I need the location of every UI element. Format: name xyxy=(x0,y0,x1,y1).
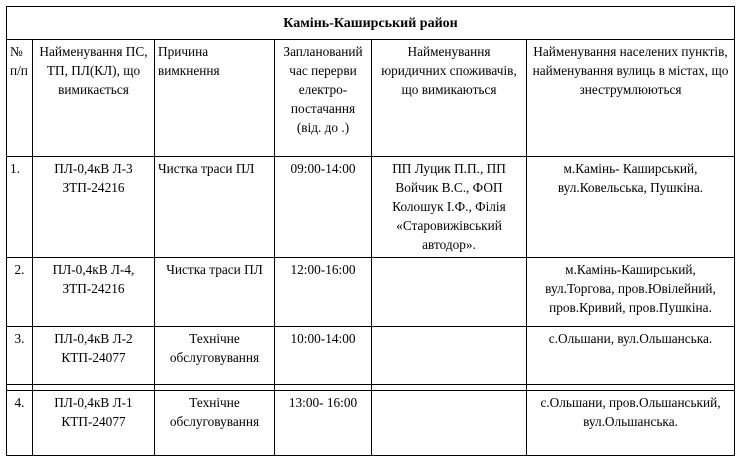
row-number: 2. xyxy=(7,257,33,326)
row-reason: Технічне обслуговування xyxy=(155,391,275,456)
table-row xyxy=(7,257,735,326)
row-consumers xyxy=(372,326,527,385)
header-consumers: Найменування юридичних споживачів, що вимикаються xyxy=(372,40,527,156)
header-locations: Найменування населених пунктів, найменування вулиць в містах, що знеструмлюються xyxy=(527,40,735,156)
table-row xyxy=(7,326,735,385)
row-object: ПЛ-0,4кВ Л-3 ЗТП-24216 xyxy=(33,156,155,257)
row-locations: м.Камінь-Каширський, вул.Торгова, пров.Ювілейний, пров.Кривий, пров.Пушкіна. xyxy=(527,257,735,326)
header-object: Найменування ПС, ТП, ПЛ(КЛ), що вимикається xyxy=(33,40,155,156)
row-time: 10:00-14:00 xyxy=(275,326,372,385)
row-consumers: ПП Луцик П.П., ПП Войчик В.С., ФОП Колошук І.Ф., Філія «Старовижівський автодор». xyxy=(372,156,527,257)
header-row xyxy=(7,40,735,156)
row-consumers xyxy=(372,257,527,326)
row-locations: м.Камінь- Каширський, вул.Ковельська, Пушкіна. xyxy=(527,156,735,257)
row-time: 12:00-16:00 xyxy=(275,257,372,326)
header-time: Запланований час перерви електро-постачання (від. до .) xyxy=(275,40,372,156)
row-number: 4. xyxy=(7,391,33,456)
row-object: ПЛ-0,4кВ Л-1 КТП-24077 xyxy=(33,391,155,456)
row-time: 13:00- 16:00 xyxy=(275,391,372,456)
table-title-row xyxy=(7,7,735,40)
table-row xyxy=(7,156,735,257)
row-object: ПЛ-0,4кВ Л-2 КТП-24077 xyxy=(33,326,155,385)
row-object: ПЛ-0,4кВ Л-4, ЗТП-24216 xyxy=(33,257,155,326)
row-time: 09:00-14:00 xyxy=(275,156,372,257)
outage-schedule-table xyxy=(6,6,735,456)
row-consumers xyxy=(372,391,527,456)
row-reason: Технічне обслуговування xyxy=(155,326,275,385)
header-reason: Причина вимкнення xyxy=(155,40,275,156)
row-reason: Чистка траси ПЛ xyxy=(155,257,275,326)
row-number: 1. xyxy=(7,156,33,257)
row-reason: Чистка траси ПЛ xyxy=(155,156,275,257)
header-number: № п/п xyxy=(7,40,33,156)
district-title: Камінь-Каширський район xyxy=(7,7,735,40)
row-locations: с.Ольшани, вул.Ольшанська. xyxy=(527,326,735,385)
row-number: 3. xyxy=(7,326,33,385)
table-row xyxy=(7,391,735,456)
row-locations: с.Ольшани, пров.Ольшанський, вул.Ольшанська. xyxy=(527,391,735,456)
